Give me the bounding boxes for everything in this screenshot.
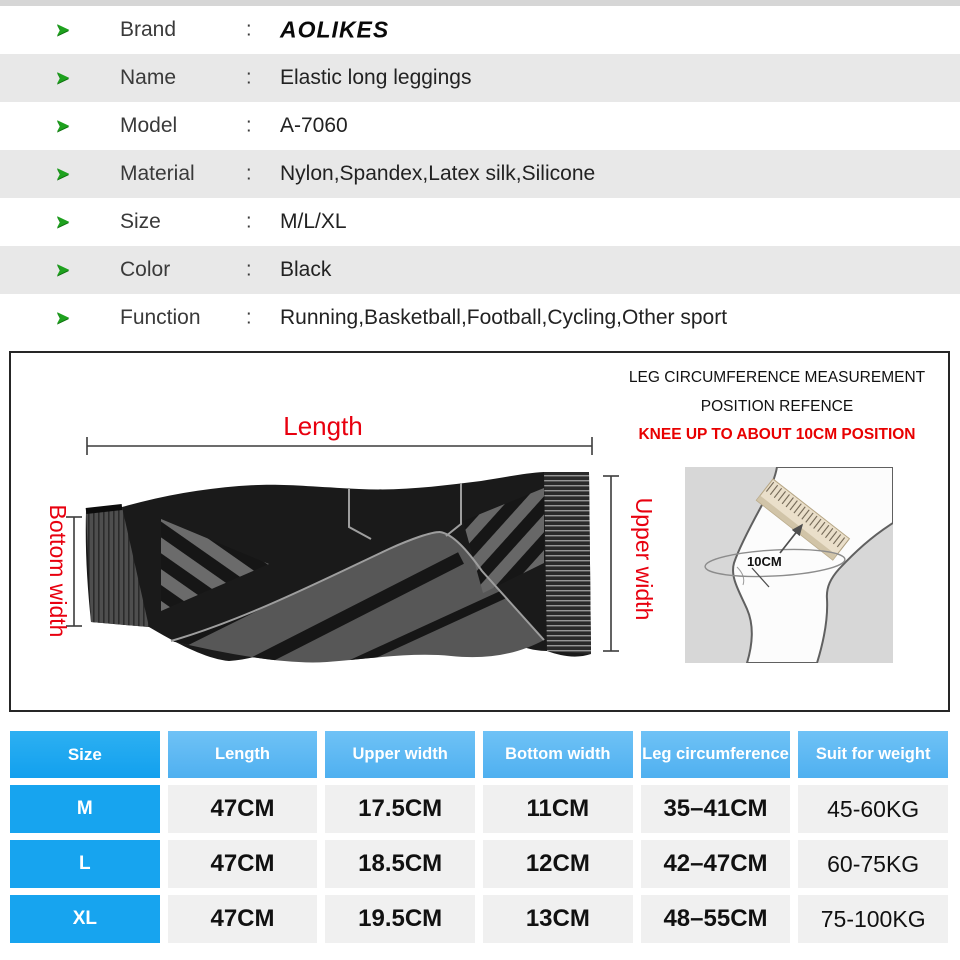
leg-circumference-illustration [685,467,893,663]
spec-value: Elastic long leggings [280,66,472,89]
green-arrow-icon: ➤ [55,19,71,40]
table-cell: 42–47CM [641,840,791,888]
table-cell: 18.5CM [325,840,475,888]
spec-row-model [0,102,960,150]
table-cell: 75-100KG [798,895,948,943]
table-cell: 19.5CM [325,895,475,943]
size-cell-m: M [10,785,160,833]
spec-colon: : [246,306,252,329]
length-label: Length [283,411,363,441]
table-cell: 12CM [483,840,633,888]
spec-label: Model [120,114,178,137]
spec-value: Nylon,Spandex,Latex silk,Silicone [280,162,596,185]
spec-row-brand [0,6,960,54]
table-cell: 17.5CM [325,785,475,833]
spec-value: A-7060 [280,114,348,137]
spec-colon: : [246,18,252,41]
table-cell: 60-75KG [798,840,948,888]
column-header-upper-width: Upper width [325,731,475,778]
spec-colon: : [246,162,252,185]
table-cell: 11CM [483,785,633,833]
size-chart-table [10,731,948,943]
spec-label: Name [120,66,177,89]
spec-row-size [0,198,960,246]
spec-row-color [0,246,960,294]
diagram-heading-line3: KNEE UP TO ABOUT 10CM POSITION [638,426,916,443]
size-cell-xl: XL [10,895,160,943]
green-arrow-icon: ➤ [55,163,71,184]
green-arrow-icon: ➤ [55,307,71,328]
sleeve-body [86,472,591,669]
spec-colon: : [246,114,252,137]
measurement-diagram [9,351,950,712]
green-arrow-icon: ➤ [55,67,71,88]
table-cell: 13CM [483,895,633,943]
spec-row-material [0,150,960,198]
column-header-length: Length [168,731,318,778]
green-arrow-icon: ➤ [55,259,71,280]
spec-row-function [0,294,960,342]
column-header-bottom-width: Bottom width [483,731,633,778]
spec-colon: : [246,258,252,281]
spec-row-name [0,54,960,102]
table-cell: 47CM [168,840,318,888]
spec-label: Color [120,258,171,281]
bottom-width-label: Bottom width [45,504,71,638]
spec-label: Brand [120,18,177,41]
column-header-leg-circumference: Leg circumference [641,731,791,778]
spec-list [0,6,960,342]
diagram-heading-line1: LEG CIRCUMFERENCE MEASUREMENT [628,369,926,386]
spec-label: Material [120,162,195,185]
table-cell: 47CM [168,895,318,943]
spec-colon: : [246,210,252,233]
table-cell: 35–41CM [641,785,791,833]
column-header-suit-for-weight: Suit for weight [798,731,948,778]
spec-value: M/L/XL [280,210,347,233]
upper-cuff [544,472,591,654]
spec-value: Running,Basketball,Football,Cycling,Other sport [280,306,728,329]
brand-logo: AOLIKES [280,16,390,43]
table-cell: 47CM [168,785,318,833]
tape-measure-label: 10CM [747,554,782,569]
spec-colon: : [246,66,252,89]
diagram-heading-line2: POSITION REFENCE [700,398,854,415]
spec-label: Size [120,210,161,233]
table-cell: 48–55CM [641,895,791,943]
upper-width-label: Upper width [631,497,657,621]
spec-label: Function [120,306,201,329]
table-cell: 45-60KG [798,785,948,833]
green-arrow-icon: ➤ [55,211,71,232]
spec-value: Black [280,258,332,281]
size-cell-l: L [10,840,160,888]
green-arrow-icon: ➤ [55,115,71,136]
column-header-size: Size [10,731,160,778]
